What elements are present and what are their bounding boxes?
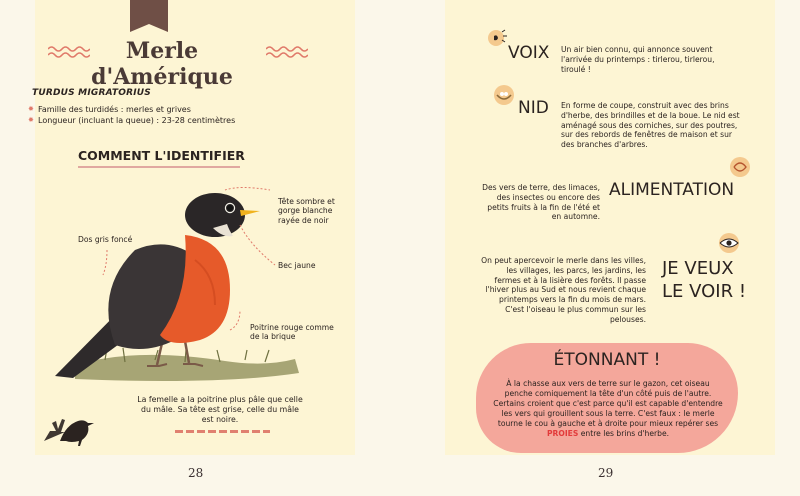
food-icon xyxy=(728,155,752,179)
nid-heading: NID xyxy=(518,98,549,118)
etonnant-text-after: entre les brins d'herbe. xyxy=(580,429,670,438)
identify-heading: COMMENT L'IDENTIFIER xyxy=(78,148,245,163)
alimentation-text: Des vers de terre, des limaces, des insectes ou encore des petits fruits à la fin de l'été et en automne. xyxy=(482,183,600,222)
voir-text: On peut apercevoir le merle dans les villes, les villages, les parcs, les jardins, les fermes et à la lisière des forêts. Il passe l'hiver plus au Sud et nous revient chaque printemps vers la fin du mois de mars. C'est l'oiseau le plus commun sur les pelouses. xyxy=(481,256,646,324)
robin-silhouette-icon xyxy=(40,411,96,447)
book-gutter xyxy=(355,0,445,455)
female-caption: La femelle a la poitrine plus pâle que celle du mâle. Sa tête est grise, celle du mâle est noire. xyxy=(137,395,303,424)
label-head: Tête sombre et gorge blanche rayée de noir xyxy=(278,197,335,225)
identify-underline xyxy=(78,166,240,168)
label-beak: Bec jaune xyxy=(278,261,316,270)
wavy-ornament-right xyxy=(266,45,308,59)
page-number-right: 29 xyxy=(598,466,614,480)
voir-heading-line2: LE VOIR ! xyxy=(662,281,747,302)
voice-icon xyxy=(484,28,508,52)
nest-icon xyxy=(492,83,516,107)
etonnant-text xyxy=(492,379,724,439)
etonnant-text-before: À la chasse aux vers de terre sur le gazon, cet oiseau penche comiquement la tête d'un côté puis de l'autre. Certains croient que c'est parce qu'il est capable d'entendre les vers qui grouillent sous la terre. C'est faux : le merle tourne le cou à gauche et à droite pour mieux repérer ses xyxy=(493,379,723,428)
caption-underline xyxy=(175,430,270,433)
eye-icon xyxy=(716,232,742,254)
etonnant-heading: ÉTONNANT ! xyxy=(553,350,661,370)
fact-length: ✸ Longueur (incluant la queue) : 23-28 centimètres xyxy=(28,115,235,126)
voix-text: Un air bien connu, qui annonce souvent l'arrivée du printemps : tirlerou, tirlerou, tiroulé ! xyxy=(561,45,715,74)
latin-name: TURDUS MIGRATORIUS xyxy=(32,88,151,98)
voir-heading-line1: JE VEUX xyxy=(662,258,734,279)
fact-family: ✸ Famille des turdidés : merles et grives xyxy=(28,104,235,115)
alimentation-heading: ALIMENTATION xyxy=(609,180,735,200)
label-back: Dos gris foncé xyxy=(78,235,133,244)
page-title: Merle d'Amérique xyxy=(91,38,233,90)
nid-text: En forme de coupe, construit avec des brins d'herbe, des brindilles et de la boue. Le nid est aménagé sous des corniches, sur des poutres, sur des rebords de fenêtres de maison et sur des branches d'arbres. xyxy=(561,101,740,150)
facts-list xyxy=(28,104,235,126)
label-breast: Poitrine rouge comme de la brique xyxy=(250,323,334,342)
bookmark-ribbon xyxy=(130,0,168,24)
voix-heading: VOIX xyxy=(508,43,550,63)
etonnant-highlight: PROIES xyxy=(546,429,579,438)
page-number-left: 28 xyxy=(188,466,204,480)
